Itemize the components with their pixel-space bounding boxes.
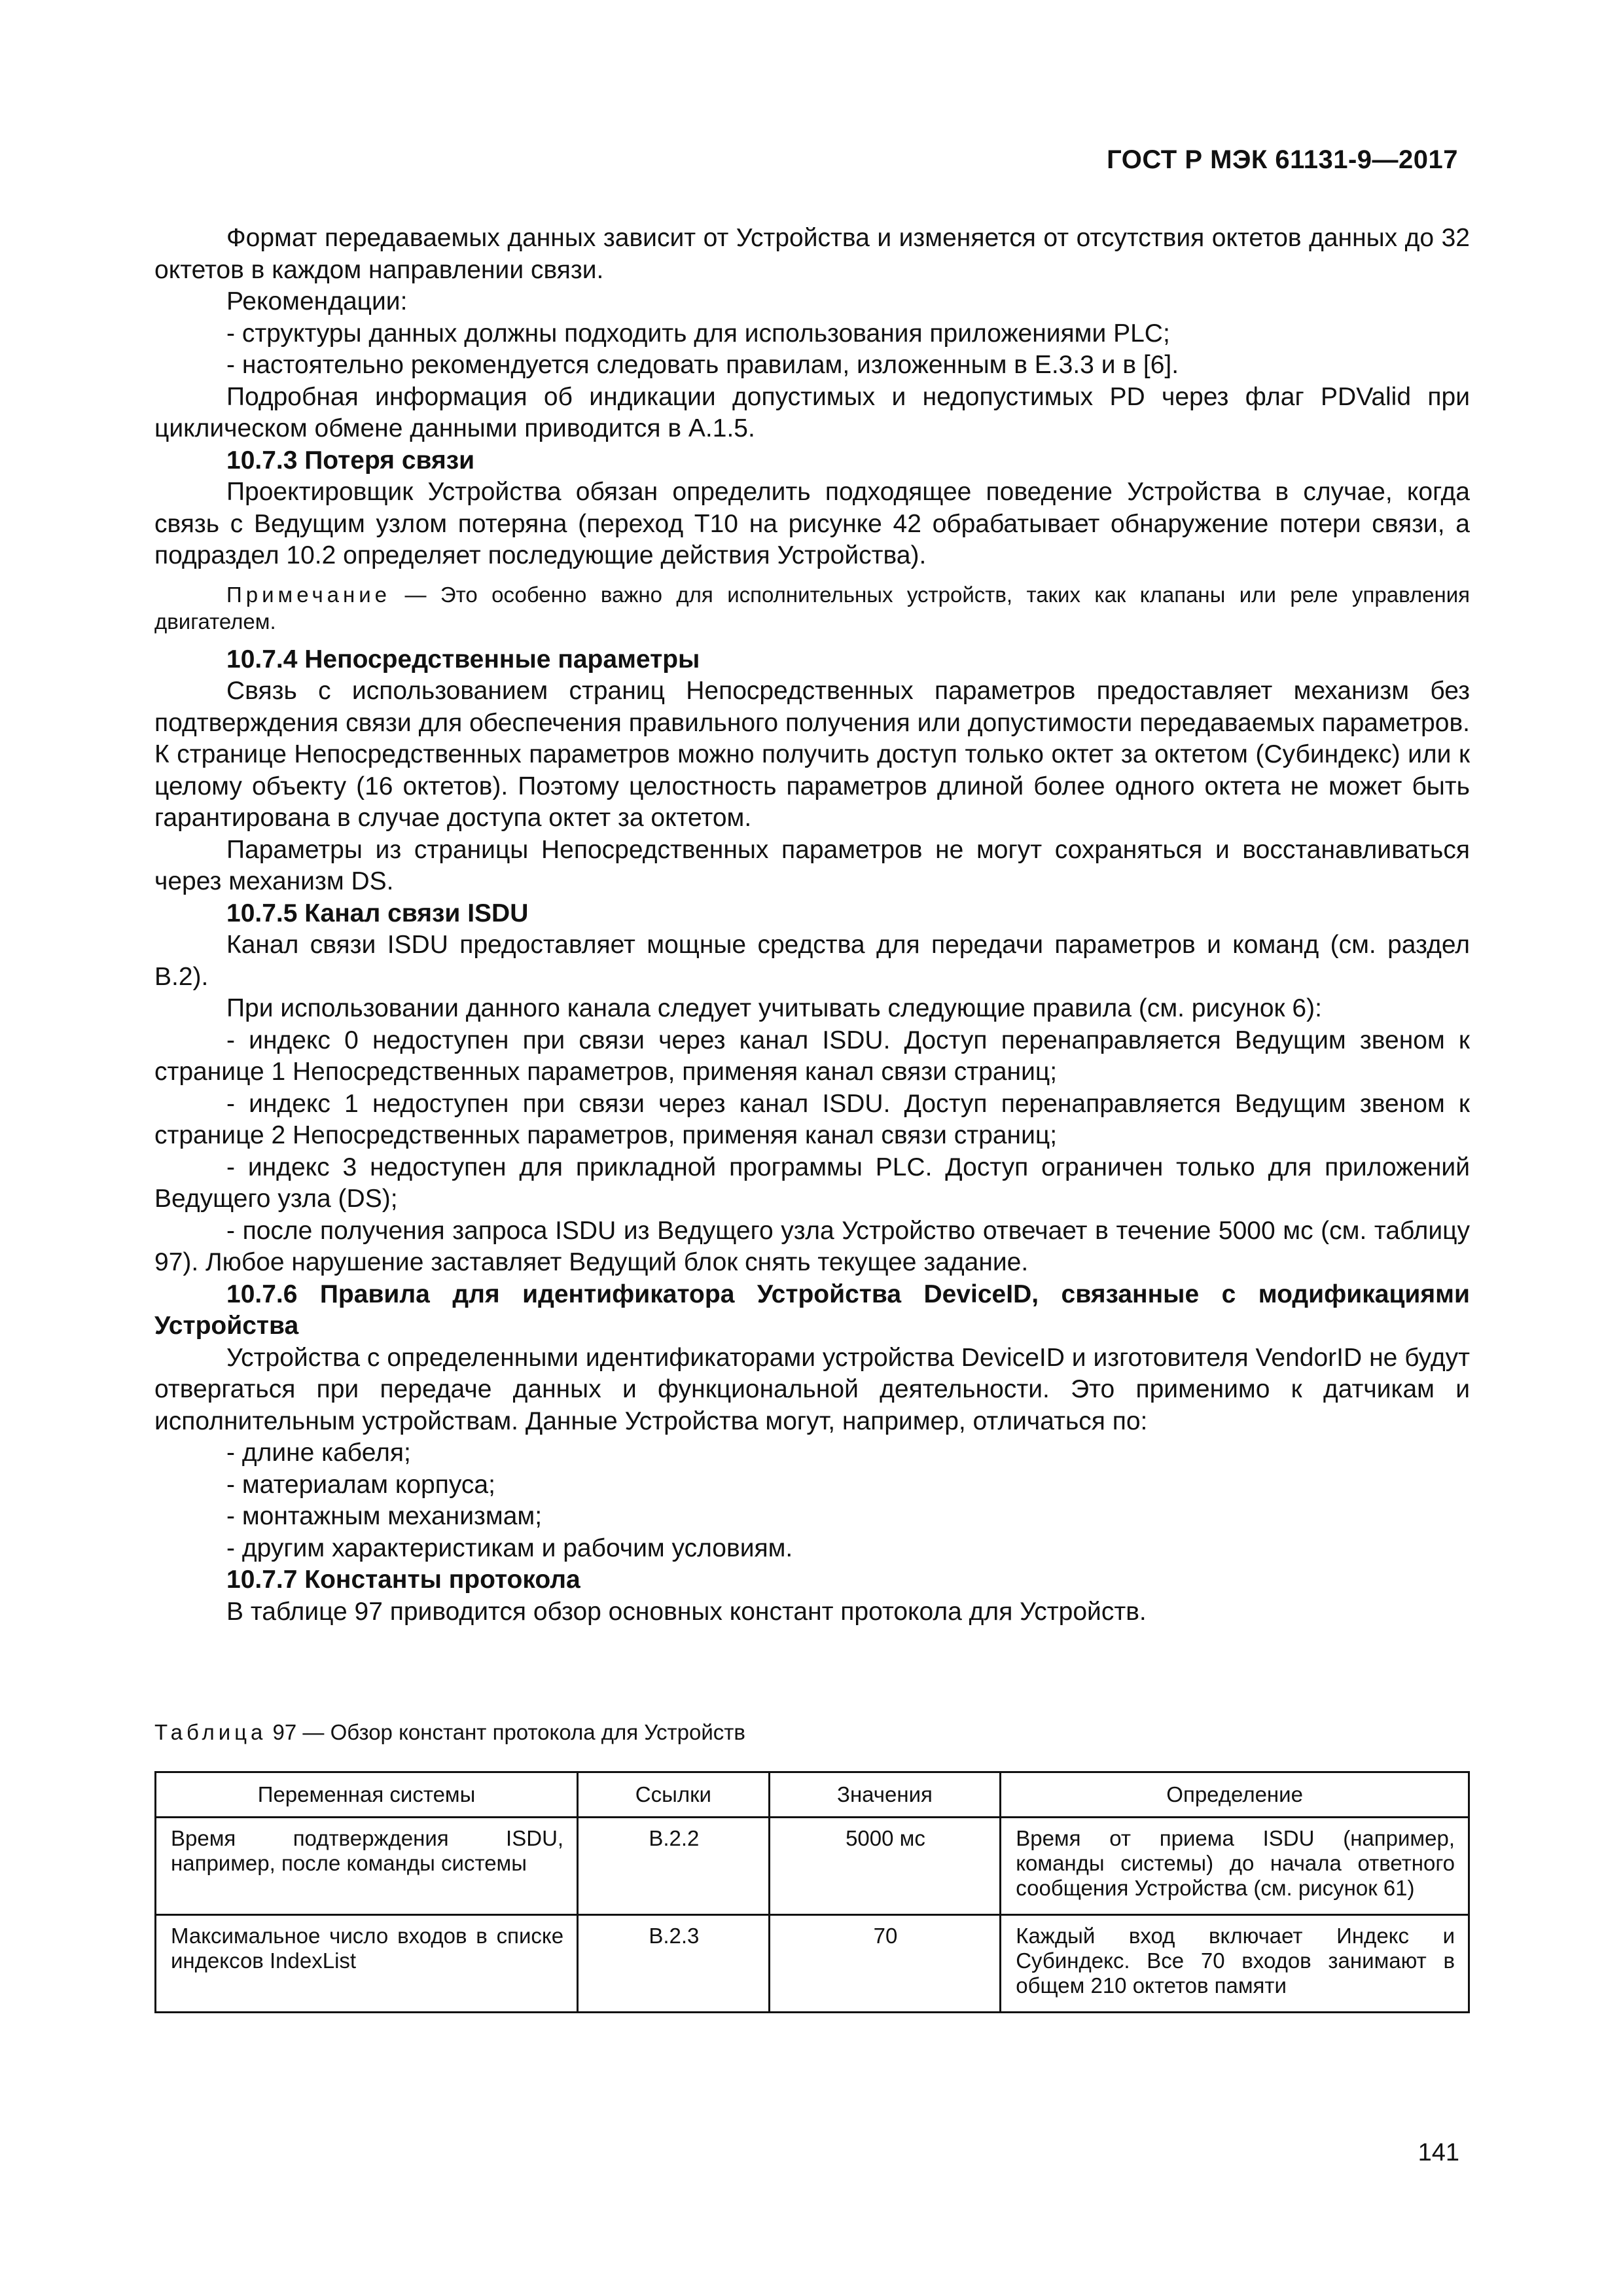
list-item: - настоятельно рекомендуется следовать правилам, изложенным в E.3.3 и в [6]. xyxy=(226,351,1179,379)
paragraph: Проектировщик Устройства обязан определить подходящее поведение Устройства в случае, когда связь с Ведущим узлом потеряна (переход Т10 на рисунке 42 обрабатывает обнаружение потери связи, а подраздел 10.2 определяет последующие действия Устройства). xyxy=(154,478,1470,569)
list-item: - индекс 3 недоступен для прикладной программы PLC. Доступ ограничен только для приложений Ведущего узла (DS); xyxy=(154,1153,1470,1213)
page-number: 141 xyxy=(1418,2139,1459,2166)
paragraph: Рекомендации: xyxy=(226,287,408,315)
table-cell: В.2.3 xyxy=(578,1915,770,2013)
note-label: Примечание xyxy=(226,582,391,607)
list-item: - после получения запроса ISDU из Ведущего узла Устройство отвечает в течение 5000 мс (см. таблицу 97). Любое нарушение заставляет Ведущий блок снять текущее задание. xyxy=(154,1216,1470,1276)
table-row xyxy=(156,1818,1469,1915)
section-heading-10-7-4: 10.7.4 Непосредственные параметры xyxy=(226,645,700,673)
list-item: - другим характеристикам и рабочим условиям. xyxy=(226,1534,793,1562)
column-header: Значения xyxy=(769,1772,1001,1818)
list-item: - материалам корпуса; xyxy=(226,1470,495,1499)
note xyxy=(154,581,1470,635)
paragraph: Формат передаваемых данных зависит от Устройства и изменяется от отсутствия октетов данных до 32 октетов в каждом направлении связи. xyxy=(154,224,1470,284)
standard-code-header: ГОСТ Р МЭК 61131-9—2017 xyxy=(1107,145,1458,174)
paragraph: Устройства с определенными идентификаторами устройства DeviceID и изготовителя VendorID не будут отвергаться при передаче данных и функциональной деятельности. Это применимо к датчикам и исполнительным устройствам. Данные Устройства могут, например, отличаться по: xyxy=(154,1343,1470,1435)
section-heading-10-7-3: 10.7.3 Потеря связи xyxy=(226,446,475,475)
paragraph: Связь с использованием страниц Непосредственных параметров предоставляет механизм без подтверждения связи для обеспечения правильного получения или допустимости передаваемых параметров. К странице Непосредственных параметров можно получить доступ только октет за октетом (Субиндекс) или к целому объекту (16 октетов). Поэтому целостность параметров длиной более одного октета не может быть гарантирована в случае доступа октет за октетом. xyxy=(154,677,1470,832)
table-cell: 70 xyxy=(769,1915,1001,2013)
list-item: - индекс 0 недоступен при связи через канал ISDU. Доступ перенаправляется Ведущим звеном к странице 1 Непосредственных параметров, применяя канал связи страниц; xyxy=(154,1026,1470,1086)
table-caption xyxy=(154,1719,745,1746)
table-cell: В.2.2 xyxy=(578,1818,770,1915)
table-cell: Каждый вход включает Индекс и Субиндекс. Все 70 входов занимают в общем 210 октетов памяти xyxy=(1001,1915,1469,2013)
table-row xyxy=(156,1915,1469,2013)
paragraph: При использовании данного канала следует учитывать следующие правила (см. рисунок 6): xyxy=(226,994,1322,1022)
list-item: - индекс 1 недоступен при связи через канал ISDU. Доступ перенаправляется Ведущим звеном к странице 2 Непосредственных параметров, применяя канал связи страниц; xyxy=(154,1089,1470,1149)
paragraph: Подробная информация об индикации допустимых и недопустимых PD через флаг PDValid при циклическом обмене данными приводится в А.1.5. xyxy=(154,382,1470,442)
list-item: - монтажным механизмам; xyxy=(226,1502,543,1530)
list-item: - длине кабеля; xyxy=(226,1439,411,1467)
protocol-constants-table xyxy=(154,1771,1470,2013)
column-header: Переменная системы xyxy=(156,1772,578,1818)
page-body xyxy=(154,223,1470,1628)
table-header-row xyxy=(156,1772,1469,1818)
table-caption-text: 97 — Обзор констант протокола для Устройств xyxy=(266,1720,745,1744)
list-item: - структуры данных должны подходить для использования приложениями PLC; xyxy=(226,319,1170,348)
table-caption-label: Таблица xyxy=(154,1720,267,1744)
column-header: Ссылки xyxy=(578,1772,770,1818)
table-cell: Максимальное число входов в списке индексов IndexList xyxy=(156,1915,578,2013)
note-text: — Это особенно важно для исполнительных устройств, таких как клапаны или реле управления двигателем. xyxy=(154,582,1470,634)
column-header: Определение xyxy=(1001,1772,1469,1818)
section-heading-10-7-6: 10.7.6 Правила для идентификатора Устройства DeviceID, связанные с модификациями Устройства xyxy=(154,1280,1470,1340)
table-cell: 5000 мс xyxy=(769,1818,1001,1915)
table-cell: Время от приема ISDU (например, команды системы) до начала ответного сообщения Устройства (см. рисунок 61) xyxy=(1001,1818,1469,1915)
section-heading-10-7-5: 10.7.5 Канал связи ISDU xyxy=(226,899,529,927)
paragraph: Канал связи ISDU предоставляет мощные средства для передачи параметров и команд (см. раздел В.2). xyxy=(154,931,1470,991)
paragraph: В таблице 97 приводится обзор основных констант протокола для Устройств. xyxy=(226,1597,1147,1626)
section-heading-10-7-7: 10.7.7 Константы протокола xyxy=(226,1566,580,1594)
table-cell: Время подтверждения ISDU, например, после команды системы xyxy=(156,1818,578,1915)
paragraph: Параметры из страницы Непосредственных параметров не могут сохраняться и восстанавливаться через механизм DS. xyxy=(154,835,1470,895)
